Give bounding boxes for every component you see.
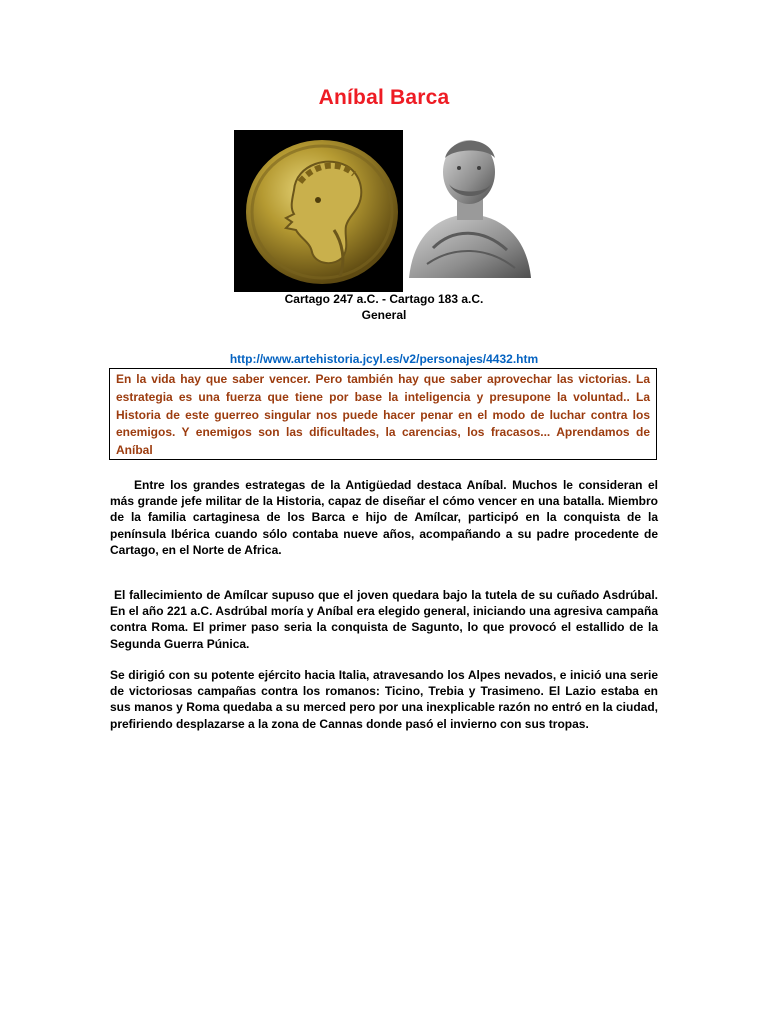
caption-role: General — [361, 308, 407, 322]
coin-portrait-image — [234, 130, 403, 292]
quote-box: En la vida hay que saber vencer. Pero también hay que saber aprovechar las victorias. La estrategia es una fuerza que tiene por base la inteligencia y presupone la voluntad.. La Historia de este guerreo singular nos puede hacer penar en el modo de luchar contra los enemigos. Y enemigos son las dificultades, la carencias, los fracasos... Aprendamos de Aníbal — [109, 368, 657, 460]
image-caption — [0, 291, 768, 323]
paragraph-3: Se dirigió con su potente ejército hacia Italia, atravesando los Alpes nevados, e inició una serie de victoriosas campañas contra los romanos: Ticino, Trebia y Trasimeno. El Lazio estaba en sus manos y Roma quedaba a su merced pero por una inexplicable razón no entró en la ciudad, prefiriendo desplazarse a la zona de Cannas donde pasó el invierno con sus tropas. — [110, 668, 658, 731]
page-title: Aníbal Barca — [318, 86, 450, 109]
marble-bust-image — [403, 128, 535, 284]
caption-dates: Cartago 247 a.C. - Cartago 183 a.C. — [284, 292, 484, 306]
paragraph-2: El fallecimiento de Amílcar supuso que el joven quedara bajo la tutela de su cuñado Asdrúbal. En el año 221 a.C. Asdrúbal moría y Aníbal era elegido general, iniciando una agresiva campaña contra Roma. El primer paso seria la conquista de Sagunto, lo que provocó el estallido de la Segunda Guerra Púnica. — [110, 588, 658, 651]
paragraph-1: Entre los grandes estrategas de la Antigüedad destaca Aníbal. Muchos le consideran el más grande jefe militar de la Historia, capaz de diseñar el cómo vencer en una batalla. Miembro de la familia cartaginesa de los Barca e hijo de Amílcar, participó en la conquista de la península Ibérica cuando sólo contaba nueve años, acompañando a su padre procedente de Cartago, en el Norte de Africa. — [110, 478, 658, 557]
source-link[interactable]: http://www.artehistoria.jcyl.es/v2/personajes/4432.htm — [229, 352, 539, 366]
